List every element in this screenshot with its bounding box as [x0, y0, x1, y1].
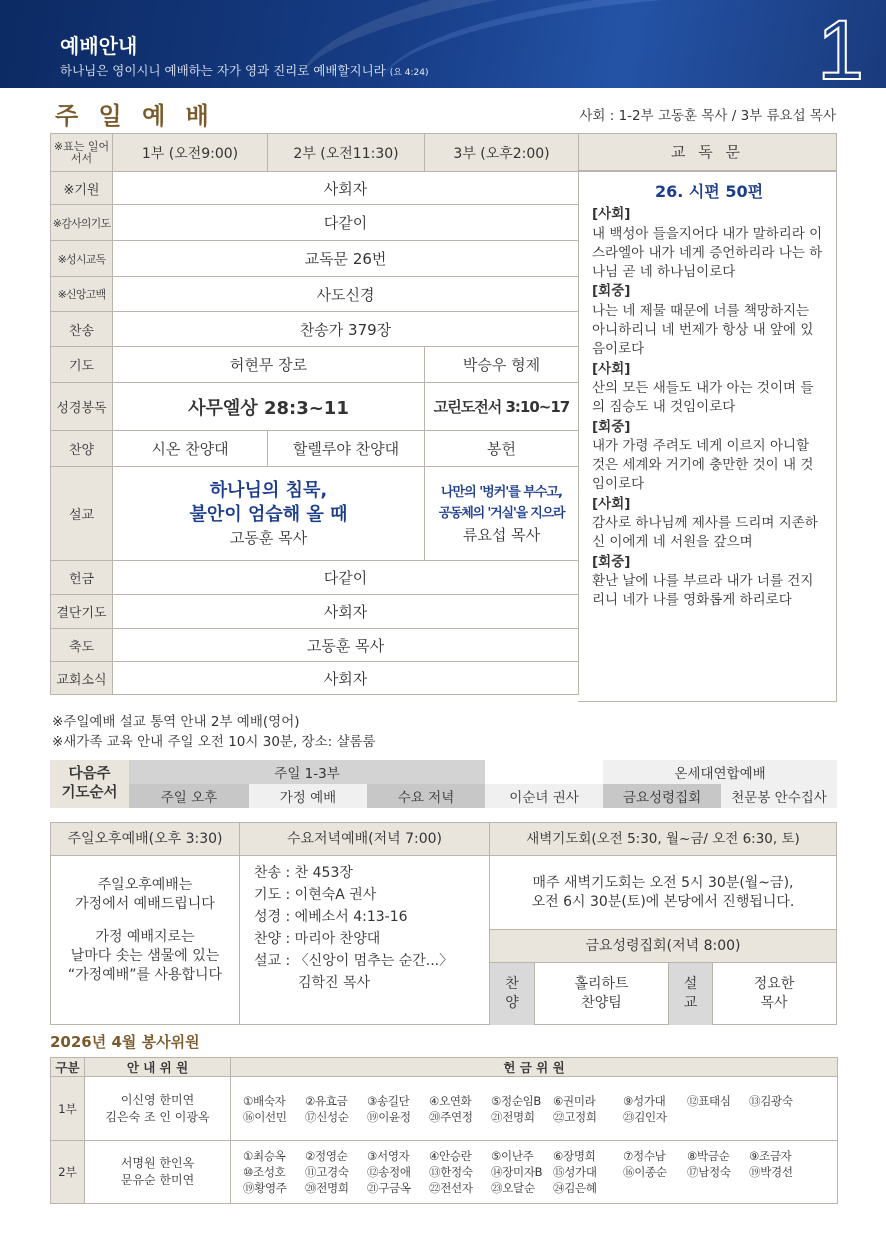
offering-member: ③송길단: [367, 1093, 410, 1108]
offering-member: ㉒전선자: [429, 1181, 473, 1195]
responsive-reading-header: 교 독 문: [578, 133, 837, 171]
offering-member: ⑳주연정: [429, 1109, 473, 1124]
group-gap: [485, 760, 603, 784]
offering-line: [243, 1164, 837, 1180]
offering-member: ⑬김광숙: [749, 1093, 793, 1108]
sermon-3: [425, 467, 579, 561]
verse-text: 하나님은 영이시니 예배하는 자가 영과 진리로 예배할지니라: [60, 63, 386, 78]
wed-prayer: 기도 : 이현숙A 권사: [254, 887, 377, 903]
offering-line: [243, 1148, 837, 1164]
col-offering: 헌 금 위 원: [231, 1058, 838, 1077]
offertory-3: 봉헌: [425, 431, 579, 467]
sermon-title-12-line1: 하나님의 침묵,: [209, 479, 328, 501]
sunday-service-title: 주 일 예 배: [55, 102, 215, 130]
table-row: [51, 347, 579, 383]
reading-role: [사회]: [592, 360, 631, 377]
offering-member: ⑥장명희: [553, 1149, 596, 1163]
wed-scripture: 성경 : 에베소서 4:13-16: [254, 909, 408, 925]
table-row: [51, 277, 579, 312]
choir-2: 할렐루야 찬양대: [268, 431, 425, 467]
offering-member: ⑫표태심: [687, 1093, 731, 1108]
afternoon-text-2: 가정 예배지로는 날마다 솟는 샘물에 있는 “가정예배”를 사용합니다: [67, 929, 223, 983]
prayer-item: 주일 오후: [129, 784, 249, 808]
table-row: [51, 662, 579, 695]
table-row: [51, 172, 579, 205]
offering-member: ④오연화: [429, 1093, 472, 1108]
dawn-prayer-text: 매주 새벽기도회는 오전 5시 30분(월~금), 오전 6시 30분(토)에 본당에서 진행됩니다.: [531, 875, 795, 910]
praise-team: 홀리하트 찬양팀: [574, 976, 629, 1011]
col-service-1: 1부 (오전9:00): [113, 134, 268, 172]
offering-member: ⑳전명희: [305, 1181, 349, 1195]
dawn-prayer-box: [490, 856, 837, 1025]
offering-member: ①배숙자: [243, 1093, 286, 1108]
wednesday-details: [240, 856, 489, 994]
next-week-prayer-table: [50, 760, 837, 808]
row-label: 헌금: [51, 561, 113, 595]
part-label: 2부: [51, 1141, 85, 1204]
offering-member: ⑯이종순: [623, 1165, 667, 1179]
sermon-title-3-line1: 나만의 '벙커'를 부수고,: [441, 484, 562, 500]
part-label: 1부: [51, 1077, 85, 1141]
offering-member: ⑤이난주: [491, 1149, 534, 1163]
offering-member: ㉑구금옥: [367, 1181, 411, 1195]
page-number: 1: [817, 3, 864, 88]
guide-members: 이신영 한미연 김은숙 조 인 이광옥: [85, 1077, 231, 1141]
wednesday-service-header: 수요저녁예배(저녁 7:00): [240, 822, 490, 856]
row-label: 설교: [51, 467, 113, 561]
header-banner: [0, 0, 886, 88]
offering-member: ⑯이선민: [243, 1109, 287, 1124]
row-label: 축도: [51, 629, 113, 662]
offering-member: ②정영순: [305, 1149, 348, 1163]
reading-role: [회중]: [592, 418, 631, 435]
table-row: [51, 312, 579, 347]
reading-text: 환난 날에 나를 부르라 내가 너를 건지리니 네가 나를 영화롭게 하리로다: [592, 572, 814, 609]
row-label: 성경봉독: [51, 383, 113, 431]
offering-member: ⑥권미라: [553, 1093, 596, 1108]
volunteers-table: [50, 1057, 838, 1204]
offering-line: [243, 1109, 837, 1125]
offering-member: ㉑전명희: [491, 1109, 535, 1124]
offering-member: ⑲박경선: [749, 1165, 793, 1179]
row-value: 사도신경: [113, 277, 579, 312]
table-header-row: [51, 1058, 838, 1077]
choir-1: 시온 찬양대: [113, 431, 268, 467]
sermon-title-12-line2: 불안이 엄습해 올 때: [189, 503, 348, 525]
table-row: [51, 595, 579, 629]
row-value: 다같이: [113, 205, 579, 241]
row-label: ※감사의기도: [51, 205, 113, 241]
reading-title: 26. 시편 50편: [654, 182, 764, 201]
offering-member: ㉒고정희: [553, 1109, 597, 1124]
reading-text: 내가 가령 주려도 네게 이르지 아니할 것은 세계와 거기에 충만한 것이 내 것임이로다: [592, 437, 814, 493]
offering-member: ㉓오달순: [491, 1181, 535, 1195]
sermon-label: 설 교: [668, 963, 713, 1025]
row-value: 사회자: [113, 172, 579, 205]
row-label: 결단기도: [51, 595, 113, 629]
table-row: [50, 760, 837, 784]
wed-hymn: 찬송 : 찬 453장: [254, 865, 353, 881]
table-header-row: [51, 134, 579, 172]
table-row: [51, 431, 579, 467]
offering-member: ⑰신성순: [305, 1109, 349, 1124]
row-label: 교회소식: [51, 662, 113, 695]
row-value: 사회자: [113, 662, 579, 695]
friday-preacher: 정요한 목사: [753, 976, 795, 1011]
sermon-preacher-3: 류요섭 목사: [462, 525, 541, 544]
offering-member: ①최승옥: [243, 1149, 286, 1163]
row-value: 다같이: [113, 561, 579, 595]
offering-member: ⑨조금자: [749, 1149, 792, 1163]
wednesday-service-box: [240, 856, 490, 1025]
table-row: [51, 241, 579, 277]
interpretation-note: ※주일예배 설교 통역 안내 2부 예배(영어): [52, 714, 300, 730]
offering-member: ⑲이윤정: [367, 1109, 411, 1124]
prayer-item: 수요 저녁: [367, 784, 485, 808]
offering-member: ⑫송정애: [367, 1165, 411, 1179]
prayer-3: 박승우 형제: [425, 347, 579, 383]
reading-role: [사회]: [592, 495, 631, 512]
row-value: 사회자: [113, 595, 579, 629]
offering-member: ⑪고경숙: [305, 1165, 349, 1179]
friday-meeting-header: 금요성령집회(저녁 8:00): [490, 929, 836, 963]
wed-preacher: 김학진 목사: [298, 975, 371, 991]
stand-note: ※표는 일어서서: [51, 134, 113, 172]
offering-member: ③서영자: [367, 1149, 410, 1163]
next-week-label: 다음주 기도순서: [50, 760, 129, 808]
prayer-item: 금요성령집회: [603, 784, 721, 808]
page-title: 예배안내: [60, 34, 138, 58]
table-row: [51, 383, 579, 431]
scripture-3: 고린도전서 3:10~17: [425, 383, 579, 431]
scripture-12: 사무엘상 28:3~11: [113, 383, 425, 431]
prayer-item: 가정 예배: [249, 784, 367, 808]
dawn-prayer-header: 새벽기도회(오전 5:30, 월~금/ 오전 6:30, 토): [490, 822, 837, 856]
praise-label: 찬 양: [490, 963, 535, 1025]
group-sunday: 주일 1-3부: [129, 760, 485, 784]
service-leaders: 사회 : 1-2부 고동훈 목사 / 3부 류요섭 목사: [579, 108, 836, 124]
afternoon-text-1: 주일오후예배는 가정에서 예배드립니다: [75, 877, 215, 912]
offering-members: [231, 1077, 838, 1141]
prayer-12: 허현무 장로: [113, 347, 425, 383]
offering-member: ②유효금: [305, 1093, 348, 1108]
offering-member: ⑨성가대: [623, 1093, 666, 1108]
table-row: [51, 561, 579, 595]
sunday-order-table: [50, 133, 579, 695]
reading-role: [회중]: [592, 553, 631, 570]
newcomer-note: ※새가족 교육 안내 주일 오전 10시 30분, 장소: 샬롬룸: [52, 734, 376, 750]
offering-member: ④안승란: [429, 1149, 472, 1163]
afternoon-service-box: [50, 856, 240, 1025]
afternoon-service-header: 주일오후예배(오후 3:30): [50, 822, 240, 856]
prayer-item: 천문봉 안수집사: [721, 784, 837, 808]
reading-role: [회중]: [592, 283, 631, 300]
wed-sermon: 설교 : 〈신앙이 멈추는 순간...〉: [254, 953, 454, 969]
offering-member: ⑮성가대: [553, 1165, 597, 1179]
table-row: [51, 1141, 838, 1204]
offering-member: ㉓김인자: [623, 1109, 667, 1124]
table-row: [51, 205, 579, 241]
offering-member: ⑤정순임B: [491, 1093, 542, 1108]
reading-text: 나는 네 제물 때문에 너를 책망하지는 아니하리니 네 번제가 항상 내 앞에 있음이로다: [592, 302, 814, 358]
announcement-notes: [52, 712, 376, 752]
row-label: 찬송: [51, 312, 113, 347]
offering-member: ⑧박금순: [687, 1149, 730, 1163]
row-value: 고동훈 목사: [113, 629, 579, 662]
offering-members: [231, 1141, 838, 1204]
row-label: 찬양: [51, 431, 113, 467]
sermon-title-3-line2: 공동체의 '거실'을 지으라: [438, 505, 565, 521]
offering-member: ⑬한정숙: [429, 1165, 473, 1179]
row-label: ※신앙고백: [51, 277, 113, 312]
offering-member: ⑲황영주: [243, 1181, 287, 1195]
row-value: 교독문 26번: [113, 241, 579, 277]
guide-members: 서명원 한인옥 문유순 한미연: [85, 1141, 231, 1204]
offering-line: [243, 1180, 837, 1196]
table-row: [50, 784, 837, 808]
row-label: ※기원: [51, 172, 113, 205]
reading-role: [사회]: [592, 206, 631, 223]
table-row: [51, 1077, 838, 1141]
offering-member: ⑩조성호: [243, 1165, 286, 1179]
row-label: 기도: [51, 347, 113, 383]
reading-text: 내 백성아 들을지어다 내가 말하리라 이스라엘아 내가 네게 증언하리라 나는 하나님 곧 네 하나님이로다: [592, 225, 823, 281]
col-guide: 안 내 위 원: [85, 1058, 231, 1077]
row-value: 찬송가 379장: [113, 312, 579, 347]
header-verse: [60, 61, 429, 79]
table-row: [51, 629, 579, 662]
col-part: 구분: [51, 1058, 85, 1077]
sermon-preacher-12: 고동훈 목사: [229, 528, 308, 547]
volunteers-title: 2026년 4월 봉사위원: [50, 1033, 200, 1051]
wed-choir: 찬양 : 마리아 찬양대: [254, 931, 381, 947]
prayer-item: 이순녀 권사: [485, 784, 603, 808]
reading-text: 감사로 하나님께 제사를 드리며 지존하신 이에게 네 서원을 갚으며: [592, 515, 818, 551]
row-label: ※성시교독: [51, 241, 113, 277]
offering-member: ㉔김은혜: [553, 1181, 597, 1195]
responsive-reading: [578, 171, 837, 702]
table-row: [51, 467, 579, 561]
offering-member: ⑰남정숙: [687, 1165, 731, 1179]
offering-member: ⑦정수남: [623, 1149, 666, 1163]
col-service-3: 3부 (오후2:00): [425, 134, 579, 172]
group-allgen: 온세대연합예배: [603, 760, 837, 784]
offering-member: ⑭장미자B: [491, 1165, 543, 1179]
col-service-2: 2부 (오전11:30): [268, 134, 425, 172]
reading-text: 산의 모든 새들도 내가 아는 것이며 들의 짐승도 내 것임이로다: [592, 379, 814, 416]
verse-reference: (요 4:24): [389, 68, 429, 78]
sermon-12: [113, 467, 425, 561]
offering-line: [243, 1093, 837, 1109]
